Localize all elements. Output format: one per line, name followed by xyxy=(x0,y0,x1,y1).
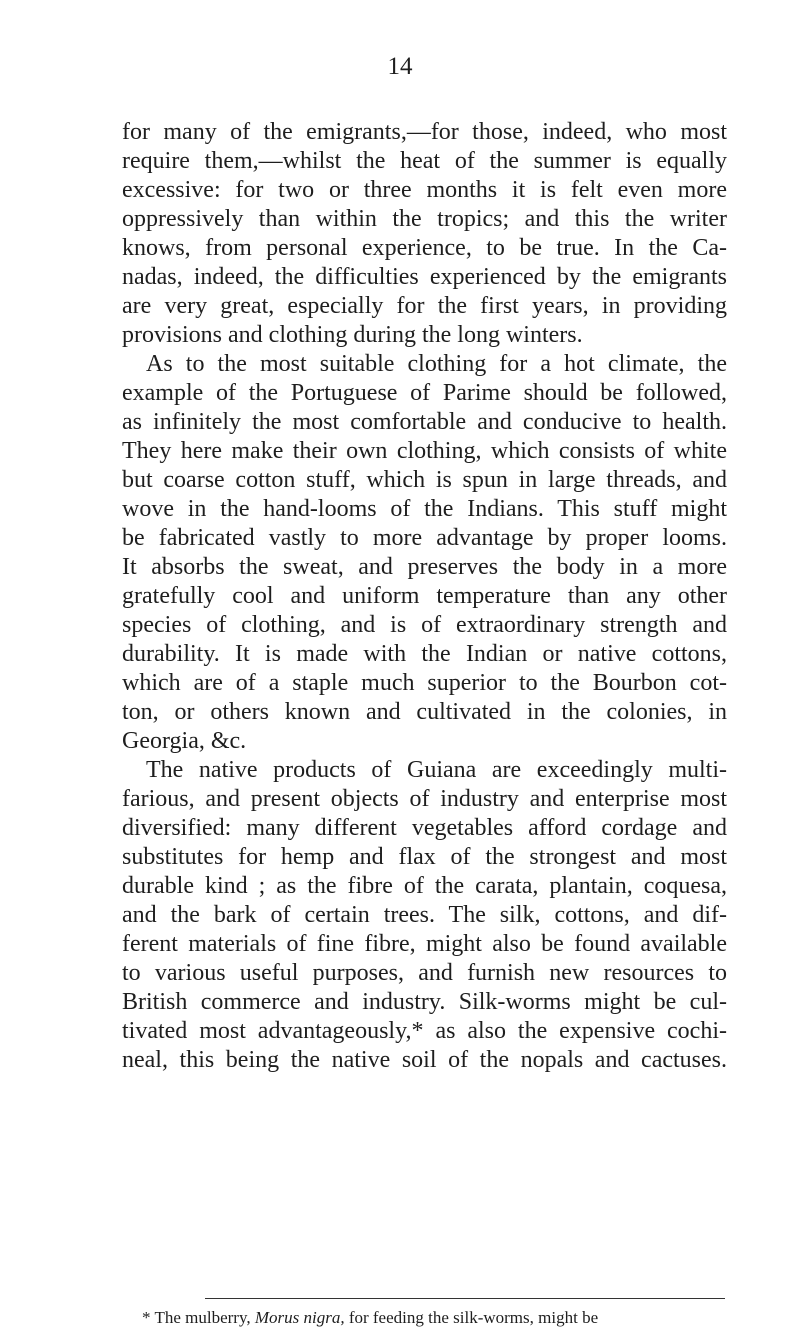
text-line: provisions and clothing during the long winters. xyxy=(122,322,583,348)
text-line: farious, and present objects of industry and enterprise most xyxy=(122,786,727,812)
text-line: It absorbs the sweat, and preserves the body in a more xyxy=(122,554,727,580)
text-line: substitutes for hemp and flax of the strongest and most xyxy=(122,844,727,870)
text-line: as infinitely the most comfortable and conducive to health. xyxy=(122,409,727,435)
text-line: durability. It is made with the Indian or native cottons, xyxy=(122,641,727,667)
footnote-text-continued: for feeding the silk-worms, might be xyxy=(348,1308,599,1327)
text-line: diversified: many different vegetables afford cordage and xyxy=(122,815,727,841)
text-line: tivated most advantageously,* as also the expensive cochi- xyxy=(122,1018,727,1044)
footnote-divider xyxy=(205,1298,725,1299)
text-line: require them,—whilst the heat of the summer is equally xyxy=(122,148,727,174)
text-line: neal, this being the native soil of the nopals and cactuses. xyxy=(122,1047,727,1073)
text-line: to various useful purposes, and furnish new resources to xyxy=(122,960,727,986)
text-line: which are of a staple much superior to the Bourbon cot- xyxy=(122,670,727,696)
page-number: 14 xyxy=(387,53,413,80)
footnote-italic: Morus nigra, xyxy=(254,1308,345,1327)
text-line: British commerce and industry. Silk-worms might be cul- xyxy=(122,989,727,1015)
text-line: ton, or others known and cultivated in the colonies, in xyxy=(122,699,727,725)
text-line: They here make their own clothing, which consists of white xyxy=(122,438,727,464)
text-line: durable kind ; as the fibre of the carata, plantain, coquesa, xyxy=(122,873,727,899)
text-line: are very great, especially for the first years, in providing xyxy=(122,293,727,319)
text-line: ferent materials of fine fibre, might also be found available xyxy=(122,931,727,957)
text-line: species of clothing, and is of extraordinary strength and xyxy=(122,612,727,638)
footnote-text: The mulberry, xyxy=(154,1308,251,1327)
text-line: but coarse cotton stuff, which is spun in large threads, and xyxy=(122,467,727,493)
footnote-marker: * xyxy=(142,1308,151,1327)
text-line: and the bark of certain trees. The silk, cottons, and dif- xyxy=(122,902,727,928)
text-line: As to the most suitable clothing for a hot climate, the xyxy=(146,351,727,377)
text-line: wove in the hand-looms of the Indians. This stuff might xyxy=(122,496,727,522)
text-line: The native products of Guiana are exceedingly multi- xyxy=(146,757,727,783)
text-line: be fabricated vastly to more advantage by proper looms. xyxy=(122,525,727,551)
text-line: knows, from personal experience, to be true. In the Ca- xyxy=(122,235,727,261)
footnote xyxy=(142,1307,727,1329)
text-line: excessive: for two or three months it is felt even more xyxy=(122,177,727,203)
text-line: gratefully cool and uniform temperature than any other xyxy=(122,583,727,609)
body-text xyxy=(122,118,727,1075)
text-line: example of the Portuguese of Parime should be followed, xyxy=(122,380,727,406)
text-line: oppressively than within the tropics; and this the writer xyxy=(122,206,727,232)
text-line: nadas, indeed, the difficulties experienced by the emigrants xyxy=(122,264,727,290)
text-line: for many of the emigrants,—for those, indeed, who most xyxy=(122,119,727,145)
text-line: Georgia, &c. xyxy=(122,728,247,754)
